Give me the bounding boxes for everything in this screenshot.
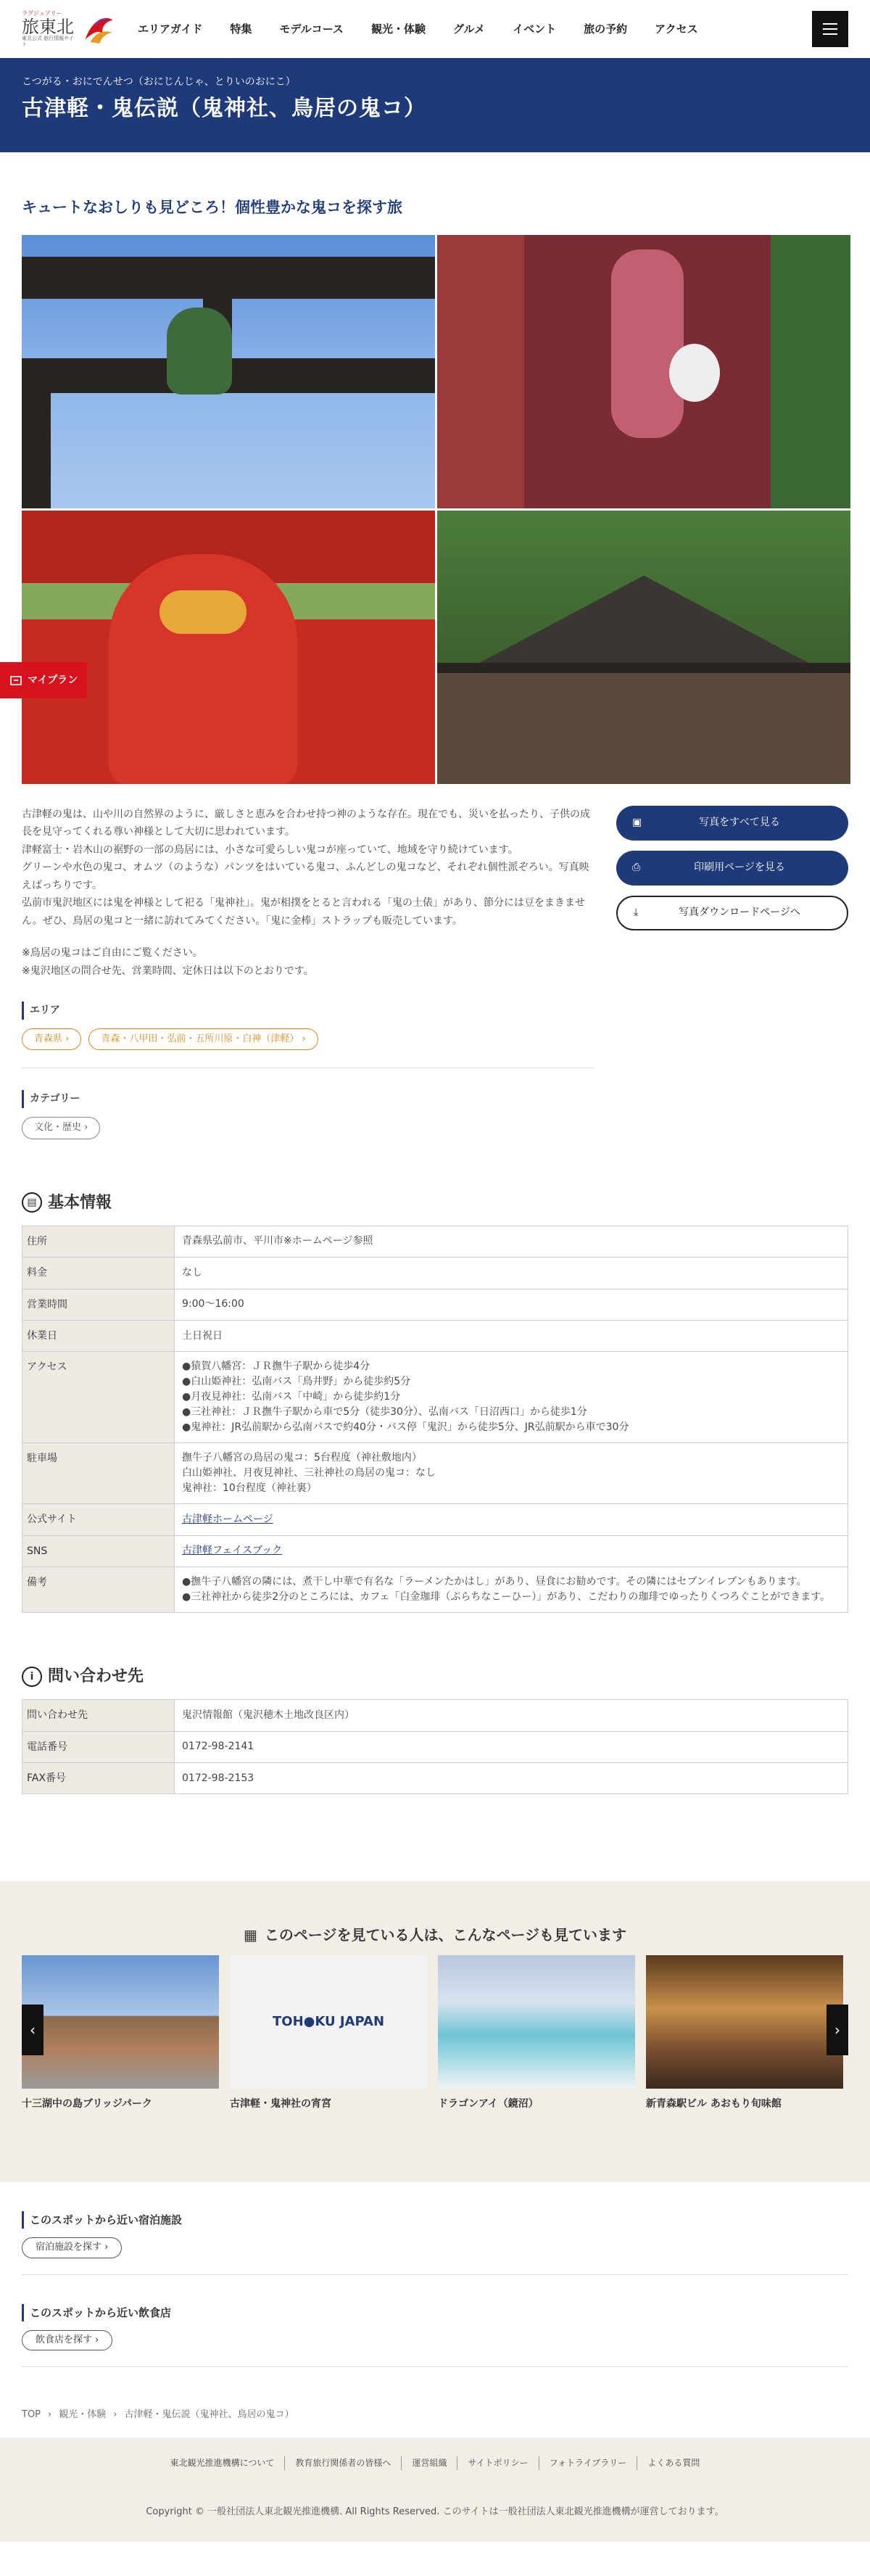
info-row xyxy=(22,1226,848,1257)
print-page-button[interactable] xyxy=(616,851,848,886)
description-paragraph: 津軽富士・岩木山の裾野の一部の鳥居には、小さな可愛らしい鬼コが座っていて、地域を守り続けています。 xyxy=(22,843,518,856)
photo-oni-shrine-building[interactable] xyxy=(437,511,850,784)
info-line: 白山姫神社、月夜見神社、三社神社の鳥居の鬼コ：なし xyxy=(182,1467,436,1479)
tree-background xyxy=(771,235,850,508)
site-header xyxy=(0,0,870,58)
nearby-food-title: このスポットから近い飲食店 xyxy=(22,2304,848,2321)
info-label: アクセス xyxy=(22,1352,175,1443)
info-line: 0172-98-2153 xyxy=(182,1772,254,1784)
card-image xyxy=(22,1955,219,2089)
title-reading: こつがる・おにでんせつ（おにじんじゃ、とりいのおにこ） xyxy=(22,76,296,88)
tohoku-japan-logo-icon: TOH●KU JAPAN xyxy=(272,2014,385,2030)
area-tag-label: 青森県 xyxy=(34,1033,63,1044)
notes xyxy=(22,944,594,980)
info-row xyxy=(22,1731,848,1762)
nearby-stay xyxy=(22,2182,848,2275)
info-label: FAX番号 xyxy=(22,1763,175,1794)
card-title: 古津軽・鬼神社の宵宮 xyxy=(230,2098,331,2110)
chevron-right-icon: › xyxy=(113,2409,117,2421)
download-icon: ⤓ xyxy=(634,907,639,919)
menu-icon-bar xyxy=(823,28,837,30)
info-value xyxy=(175,1535,848,1566)
card-title: 十三湖中の島ブリッジパーク xyxy=(22,2098,152,2110)
related-card[interactable] xyxy=(438,1955,635,2112)
image-icon: ▣ xyxy=(632,817,642,829)
nav-gourmet[interactable]: グルメ xyxy=(452,22,486,36)
info-line: ●三社神社：ＪＲ撫牛子駅から車で5分（徒歩30分）、弘南バス「日沼西口」から徒歩1分 xyxy=(182,1406,587,1419)
info-line: ●白山姫神社：弘南バス「鳥井野」から徒歩約5分 xyxy=(182,1376,411,1388)
related-card[interactable] xyxy=(230,1955,427,2112)
category-label: カテゴリー xyxy=(22,1090,594,1108)
nav-feature[interactable]: 特集 xyxy=(230,22,252,36)
info-line: なし xyxy=(182,1266,202,1279)
info-row xyxy=(22,1504,848,1535)
info-row xyxy=(22,1289,848,1320)
info-label: 公式サイト xyxy=(22,1504,175,1535)
chevron-right-icon: › xyxy=(48,2409,52,2421)
card-title: ドラゴンアイ（鏡沼） xyxy=(438,2098,539,2110)
menu-icon-bar xyxy=(823,23,837,25)
list-icon: ▦ xyxy=(243,1926,257,1944)
info-label: SNS xyxy=(22,1535,175,1566)
description-section xyxy=(22,806,848,1139)
contact-heading xyxy=(22,1664,848,1689)
green-oni-figure xyxy=(167,307,232,395)
photo-download-button[interactable] xyxy=(616,896,848,930)
related-carousel xyxy=(22,1955,848,2112)
my-plan-label: マイプラン xyxy=(28,674,78,686)
info-icon: i xyxy=(22,1667,42,1687)
logo-subtitle: 東北公式 旅行情報サイト xyxy=(22,35,74,47)
nav-area-guide[interactable]: エリアガイド xyxy=(138,22,203,36)
find-stay-label: 宿泊施設を探す xyxy=(36,2241,102,2253)
info-value xyxy=(175,1443,848,1504)
info-label: 営業時間 xyxy=(22,1289,175,1320)
footer-link[interactable]: サイトポリシー xyxy=(457,2456,539,2470)
nav-model-course[interactable]: モデルコース xyxy=(279,22,344,36)
shrine-beam xyxy=(437,663,850,673)
related-card[interactable] xyxy=(22,1955,219,2112)
nearby-stay-title: このスポットから近い宿泊施設 xyxy=(22,2211,848,2229)
folder-icon xyxy=(10,675,22,685)
info-value xyxy=(175,1567,848,1613)
copyright: Copyright © 一般社団法人東北観光推進機構. All Rights Reserved. このサイトは一般社団法人東北観光推進機構が運営しております。 xyxy=(146,2506,724,2518)
note-line: ※鳥居の鬼コはご自由にご覧ください。 xyxy=(22,947,203,959)
footer-links xyxy=(22,2456,848,2470)
info-row xyxy=(22,1763,848,1794)
info-line: ●月夜見神社：弘南バス「中崎」から徒歩約1分 xyxy=(182,1391,401,1403)
info-label: 住所 xyxy=(22,1226,175,1257)
logo-small-text: ラグジュアリー xyxy=(22,9,62,17)
info-link[interactable]: 古津軽フェイスブック xyxy=(182,1545,283,1557)
info-row xyxy=(22,1443,848,1504)
area-tag-label: 青森・八甲田・弘前・五所川原・白神（津軽） xyxy=(101,1033,299,1044)
info-value xyxy=(175,1731,848,1762)
card-image xyxy=(230,1955,427,2089)
info-line: 青森県弘前市、平川市※ホームページ参照 xyxy=(182,1235,373,1247)
photo-download-label: 写真ダウンロードページへ xyxy=(679,907,800,919)
catch-copy: キュートなおしりも見どころ！個性豊かな鬼コを探す旅 xyxy=(22,199,402,216)
info-label: 料金 xyxy=(22,1258,175,1289)
global-nav xyxy=(138,20,698,38)
white-ball xyxy=(669,344,720,402)
description-paragraph: 弘前市鬼沢地区には鬼を神様として祀る「鬼神社」。鬼が相撲をとると言われる「鬼の土俵」があり、節分には豆をまきません。ぜひ、鳥居の鬼コと一緒に訪れてみてください。「鬼に金棒」ストラップも販売しています。 xyxy=(22,897,585,927)
printer-icon: ⎙ xyxy=(632,862,641,874)
info-value xyxy=(175,1226,848,1257)
torii-pillar xyxy=(437,235,524,508)
footer-link[interactable]: 東北観光推進機構について xyxy=(160,2456,286,2470)
description-paragraph: グリーンや水色の鬼コ、オムツ（のような）パンツをはいている鬼コ、ふんどしの鬼コなど、それぞれ個性派ぞろい。写真映えばっちりです。 xyxy=(22,862,589,891)
my-plan-button[interactable] xyxy=(0,662,87,698)
card-image xyxy=(646,1955,843,2089)
description-paragraph: 古津軽の鬼は、山や川の自然界のように、厳しさと恵みを合わせ持つ神のような存在。現在でも、災いを払ったり、子供の成長を見守ってくれる尊い神様として大切に思われています。 xyxy=(22,808,590,838)
pink-oni-figure xyxy=(611,249,684,438)
page-title: 古津軽・鬼伝説（鬼神社、鳥居の鬼コ） xyxy=(22,96,426,122)
photo-green-oni-on-torii[interactable] xyxy=(22,235,435,508)
site-logo[interactable] xyxy=(22,6,116,52)
page-hero xyxy=(0,58,870,152)
related-card[interactable] xyxy=(646,1955,843,2112)
menu-icon-bar xyxy=(823,33,837,35)
info-value xyxy=(175,1763,848,1794)
hamburger-menu-button[interactable] xyxy=(812,11,848,47)
info-line: 9:00〜16:00 xyxy=(182,1298,244,1310)
info-line: 0172-98-2141 xyxy=(182,1741,254,1753)
info-label: 問い合わせ先 xyxy=(22,1700,175,1731)
nav-booking[interactable]: 旅の予約 xyxy=(584,22,628,36)
info-row xyxy=(22,1567,848,1613)
photo-actions xyxy=(616,806,848,1139)
shrine-roof xyxy=(466,576,821,670)
info-link[interactable]: 古津軽ホームページ xyxy=(182,1514,273,1526)
category-tag[interactable]: 文化・歴史 › xyxy=(22,1117,100,1139)
footer-link[interactable]: よくある質問 xyxy=(647,2458,700,2469)
torii-beam xyxy=(22,257,435,299)
info-value xyxy=(175,1700,848,1731)
info-row xyxy=(22,1258,848,1289)
breadcrumb xyxy=(0,2367,870,2437)
info-row xyxy=(22,1320,848,1351)
nearby-food xyxy=(22,2275,848,2368)
basic-info-heading xyxy=(22,1190,848,1215)
info-line: 撫牛子八幡宮の鳥居の鬼コ：5台程度（神社敷地内） xyxy=(182,1452,422,1464)
footer-link[interactable]: 運営組織 xyxy=(402,2456,457,2470)
area-label: エリア xyxy=(22,1002,594,1020)
info-row xyxy=(22,1535,848,1566)
basic-info-title: 基本情報 xyxy=(48,1193,112,1212)
print-page-label: 印刷用ページを見る xyxy=(694,862,785,874)
area-tags xyxy=(22,1028,594,1051)
carousel-prev-button[interactable] xyxy=(22,2005,44,2055)
find-stay-button[interactable]: 宿泊施設を探す › xyxy=(22,2237,122,2258)
breadcrumb-sightseeing[interactable]: 観光・体験 xyxy=(59,2409,107,2421)
nearby-section xyxy=(0,2182,870,2368)
photo-red-oni-closeup[interactable] xyxy=(22,511,435,784)
info-value xyxy=(175,1320,848,1351)
info-label: 電話番号 xyxy=(22,1731,175,1762)
info-label: 駐車場 xyxy=(22,1443,175,1504)
area-tag[interactable]: 青森県 › xyxy=(22,1028,81,1051)
footer-link[interactable]: 教育旅行関係者の皆様へ xyxy=(285,2456,402,2470)
nav-access[interactable]: アクセス xyxy=(655,22,698,36)
area-tag[interactable]: 青森・八甲田・弘前・五所川原・白神（津軽） › xyxy=(88,1028,318,1051)
chevron-right-icon: › xyxy=(834,2021,840,2039)
photo-gallery xyxy=(22,235,848,784)
view-all-photos-label: 写真をすべて見る xyxy=(699,817,780,829)
category-tags xyxy=(22,1117,594,1139)
description-text xyxy=(22,806,594,1139)
contact-table xyxy=(22,1699,848,1794)
phoenix-logo-icon xyxy=(82,11,116,47)
view-all-photos-button[interactable] xyxy=(616,806,848,841)
card-image xyxy=(438,1955,635,2089)
site-footer xyxy=(0,2437,870,2542)
info-line: 鬼沢情報館（鬼沢穂木土地改良区内） xyxy=(182,1709,355,1721)
info-line: ●鬼神社：JR弘前駅から弘南バスで約40分・バス停「鬼沢」から徒歩5分、JR弘前駅から車で30分 xyxy=(182,1421,629,1434)
photo-red-oni-with-white-ball[interactable] xyxy=(437,235,850,508)
info-line: 鬼神社：10台程度（神社裏） xyxy=(182,1482,317,1495)
info-row xyxy=(22,1352,848,1443)
breadcrumb-top[interactable]: TOP xyxy=(22,2409,41,2421)
oni-face xyxy=(160,590,246,634)
find-restaurant-button[interactable]: 飲食店を探す › xyxy=(22,2330,112,2351)
related-pages-title: このページを見ている人は、こんなページも見ています xyxy=(264,1926,627,1944)
carousel-next-button[interactable] xyxy=(826,2005,848,2055)
torii-post xyxy=(22,393,51,508)
info-value xyxy=(175,1504,848,1535)
shrine-wall xyxy=(437,670,850,784)
info-label: 備考 xyxy=(22,1567,175,1613)
info-value xyxy=(175,1258,848,1289)
breadcrumb-current: 古津軽・鬼伝説（鬼神社、鳥居の鬼コ） xyxy=(124,2409,294,2421)
info-value xyxy=(175,1289,848,1320)
nav-event[interactable]: イベント xyxy=(513,22,557,36)
footer-link[interactable]: フォトライブラリー xyxy=(539,2456,638,2470)
basic-info-table xyxy=(22,1226,848,1613)
related-pages-section xyxy=(0,1881,870,2181)
logo-title: 旅東北 xyxy=(22,16,74,37)
info-line: 土日祝日 xyxy=(182,1329,223,1342)
info-label: 休業日 xyxy=(22,1320,175,1351)
nav-sightseeing[interactable]: 観光・体験 xyxy=(370,22,426,36)
info-line: ●猿賀八幡宮：ＪＲ撫牛子駅から徒歩4分 xyxy=(182,1361,370,1373)
red-oni-figure xyxy=(109,554,297,784)
find-restaurant-label: 飲食店を探す xyxy=(36,2334,93,2345)
info-value xyxy=(175,1352,848,1443)
main-content xyxy=(0,196,870,1794)
info-line: ●撫牛子八幡宮の隣には、煮干し中華で有名な「ラーメンたかはし」があり、昼食にお勧めです。その隣にはセブンイレブンもあります。 xyxy=(182,1576,807,1588)
info-line: ●三社神社から徒歩2分のところには、カフェ「白金珈琲（ぷらちなこーひー）」があり、こだわりの珈琲でゆったりくつろぐことができます。 xyxy=(182,1591,831,1603)
category-tag-label: 文化・歴史 xyxy=(34,1121,82,1133)
note-line: ※鬼沢地区の問合せ先、営業時間、定休日は以下のとおりです。 xyxy=(22,965,314,977)
related-pages-heading xyxy=(22,1923,848,1947)
info-row xyxy=(22,1700,848,1731)
card-title: 新青森駅ビル あおもり旬味館 xyxy=(646,2098,782,2110)
book-icon: ▤ xyxy=(22,1192,42,1213)
contact-title: 問い合わせ先 xyxy=(48,1667,144,1686)
chevron-left-icon: ‹ xyxy=(30,2021,36,2039)
